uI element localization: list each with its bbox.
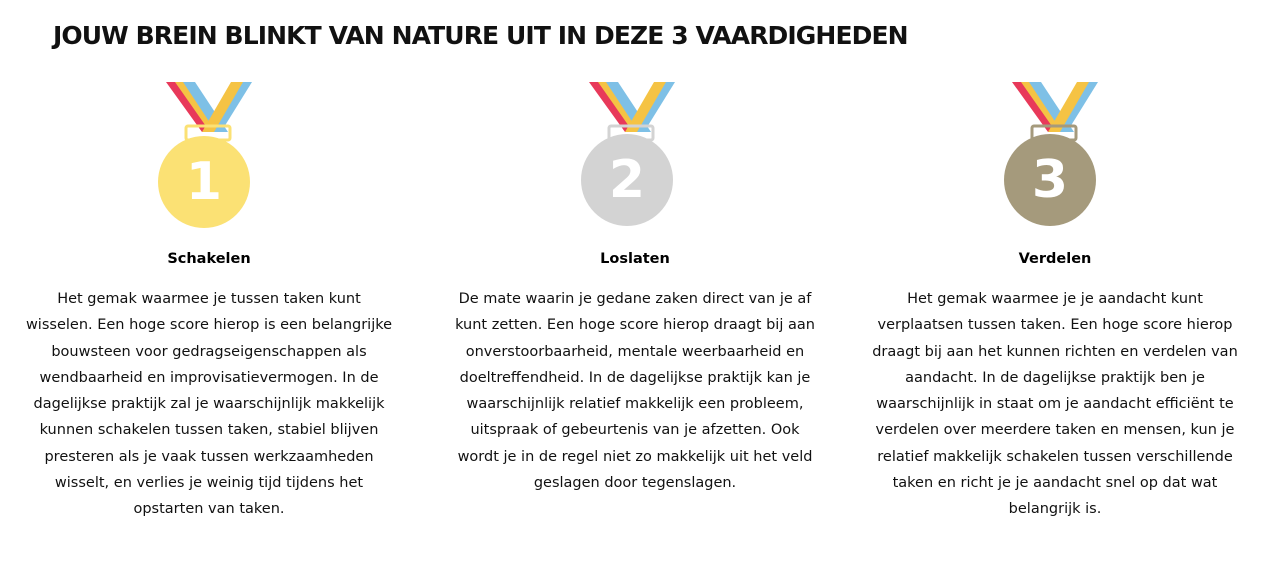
skill-description: De mate waarin je gedane zaken direct van je af kunt zetten. Een hoge score hierop draagt bij aan onverstoorbaarheid, mentale weerbaarheid en doeltreffendheid. In de dagelijkse praktijk kan je waarschijnlijk relatief makkelijk een probleem, uitspraak of gebeurtenis van je afzetten. Ook wordt je in de regel niet zo makkelijk uit het veld geslagen door tegenslagen. [455,291,815,492]
skill-card-loslaten [448,0,822,564]
medal-number: 1 [185,152,223,212]
skill-card-schakelen [24,0,394,564]
skill-card-verdelen [866,0,1244,564]
page-title: JOUW BREIN BLINKT VAN NATURE UIT IN DEZE 3 VAARDIGHEDEN [53,21,908,50]
skill-title: Schakelen [167,251,251,267]
gold-medal-icon [158,80,258,232]
skill-description: Het gemak waarmee je je aandacht kunt verplaatsen tussen taken. Een hoge score hierop draagt bij aan het kunnen richten en verdelen van aandacht. In de dagelijkse praktijk ben je waarschijnlijk in staat om je aandacht efficiënt te verdelen over meerdere taken en mensen, kun je relatief makkelijk schakelen tussen verschillende taken en richt je je aandacht snel op dat wat belangrijk is. [872,291,1238,518]
silver-medal-icon [581,80,681,232]
skill-title: Verdelen [1018,251,1092,267]
skill-description: Het gemak waarmee je tussen taken kunt wisselen. Een hoge score hierop is een belangrijke bouwsteen voor gedragseigenschappen als wendbaarheid en improvisatievermogen. In de dagelijkse praktijk zal je waarschijnlijk makkelijk kunnen schakelen tussen taken, stabiel blijven presteren als je vaak tussen werkzaamheden wisselt, en verlies je weinig tijd tijdens het opstarten van taken. [25,291,393,518]
skill-title: Loslaten [600,251,670,267]
bronze-medal-icon [1004,80,1104,232]
medal-number: 3 [1031,150,1069,210]
medal-number: 2 [608,150,646,210]
